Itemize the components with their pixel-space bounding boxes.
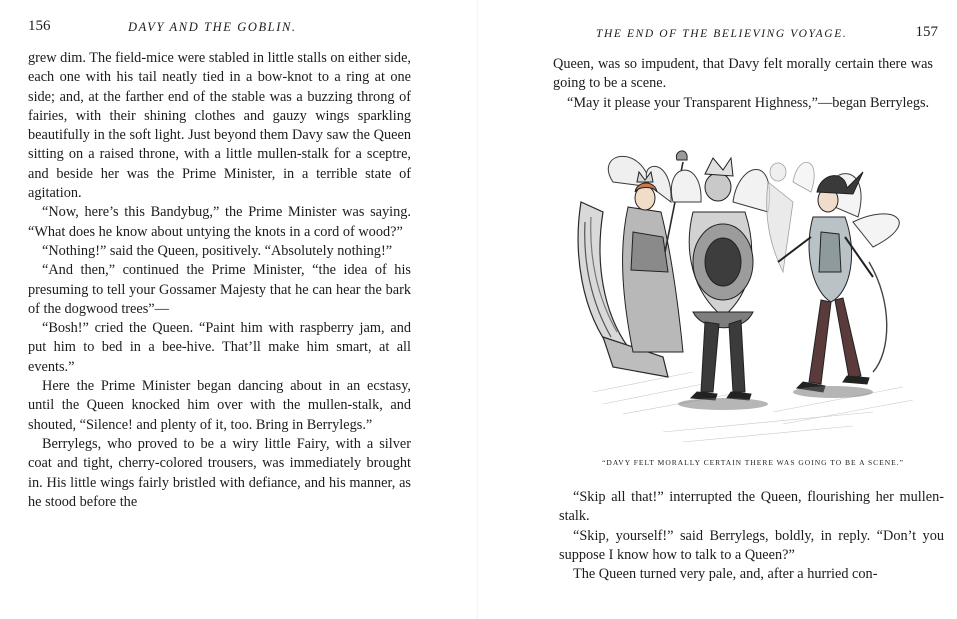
paragraph: “May it please your Transparent Highness,”—began Berrylegs.: [567, 94, 930, 111]
paragraph: “Skip all that!” interrupted the Queen, flourishing her mullen-stalk.: [559, 489, 944, 525]
paragraph: “And then,” continued the Prime Minister, “the idea of his presuming to tell your Gossamer Majesty that he can hear the bark of the dogwood trees”—: [28, 262, 411, 317]
right-page-top-text: [553, 55, 933, 113]
paragraph: grew dim. The field-mice were stabled in little stalls on either side, each one with his tail neatly tied in a bow-knot to a ring at one side; and, at the farther end of the stable was a buzzing throng of fairies, with their shining clothes and gauzy wings sparkling beautifully in the soft light. Just beyond them Davy saw the Queen sitting on a raised throne, with a little mullen-stalk for a sceptre, and beside her was the Prime Minister, in a terrible state of agitation.: [28, 50, 411, 202]
running-title-left: DAVY AND THE GOBLIN.: [128, 20, 297, 34]
right-page-header: [596, 24, 938, 44]
paragraph: Berrylegs, who proved to be a wiry little Fairy, with a silver coat and tight, cherry-colored trousers, was immediately brought in. His little wings fairly bristled with defiance, and his manner, as he stood before the: [28, 435, 411, 510]
paragraph: “Skip, yourself!” said Berrylegs, boldly, in reply. “Don’t you suppose I know how to talk to a Queen?”: [559, 527, 944, 563]
right-page: [478, 0, 957, 619]
paragraph: “Nothing!” said the Queen, positively. “Absolutely nothing!”: [42, 242, 393, 259]
paragraph: The Queen turned very pale, and, after a hurried con-: [573, 566, 878, 583]
left-page: [0, 0, 478, 619]
page-number-right: 157: [915, 24, 938, 40]
paragraph: Queen, was so impudent, that Davy felt morally certain there was going to be a scene.: [553, 56, 933, 92]
background-fairy: [767, 162, 815, 272]
running-title-right: THE END OF THE BELIEVING VOYAGE.: [596, 28, 848, 40]
left-page-body: [28, 49, 411, 512]
page-number-left: 156: [28, 18, 51, 34]
berrylegs-figure: [778, 172, 887, 392]
left-page-header: [28, 18, 424, 38]
paragraph: “Bosh!” cried the Queen. “Paint him with raspberry jam, and put him to bed in a bee-hive. That’ll make him smart, at all events.”: [28, 320, 411, 375]
fairy-court-illustration: [573, 142, 933, 454]
illustration-caption: “DAVY FELT MORALLY CERTAIN THERE WAS GOING TO BE A SCENE.”: [602, 458, 904, 467]
paragraph: Here the Prime Minister began dancing about in an ecstasy, until the Queen knocked him over with the mullen-stalk, and shouted, “Silence! and plenty of it, too. Bring in Berrylegs.”: [28, 378, 411, 433]
paragraph: “Now, here’s this Bandybug,” the Prime Minister was saying. “What does he know about untying the knots in a cord of wood?”: [28, 204, 411, 240]
right-page-bottom-text: [559, 488, 944, 584]
